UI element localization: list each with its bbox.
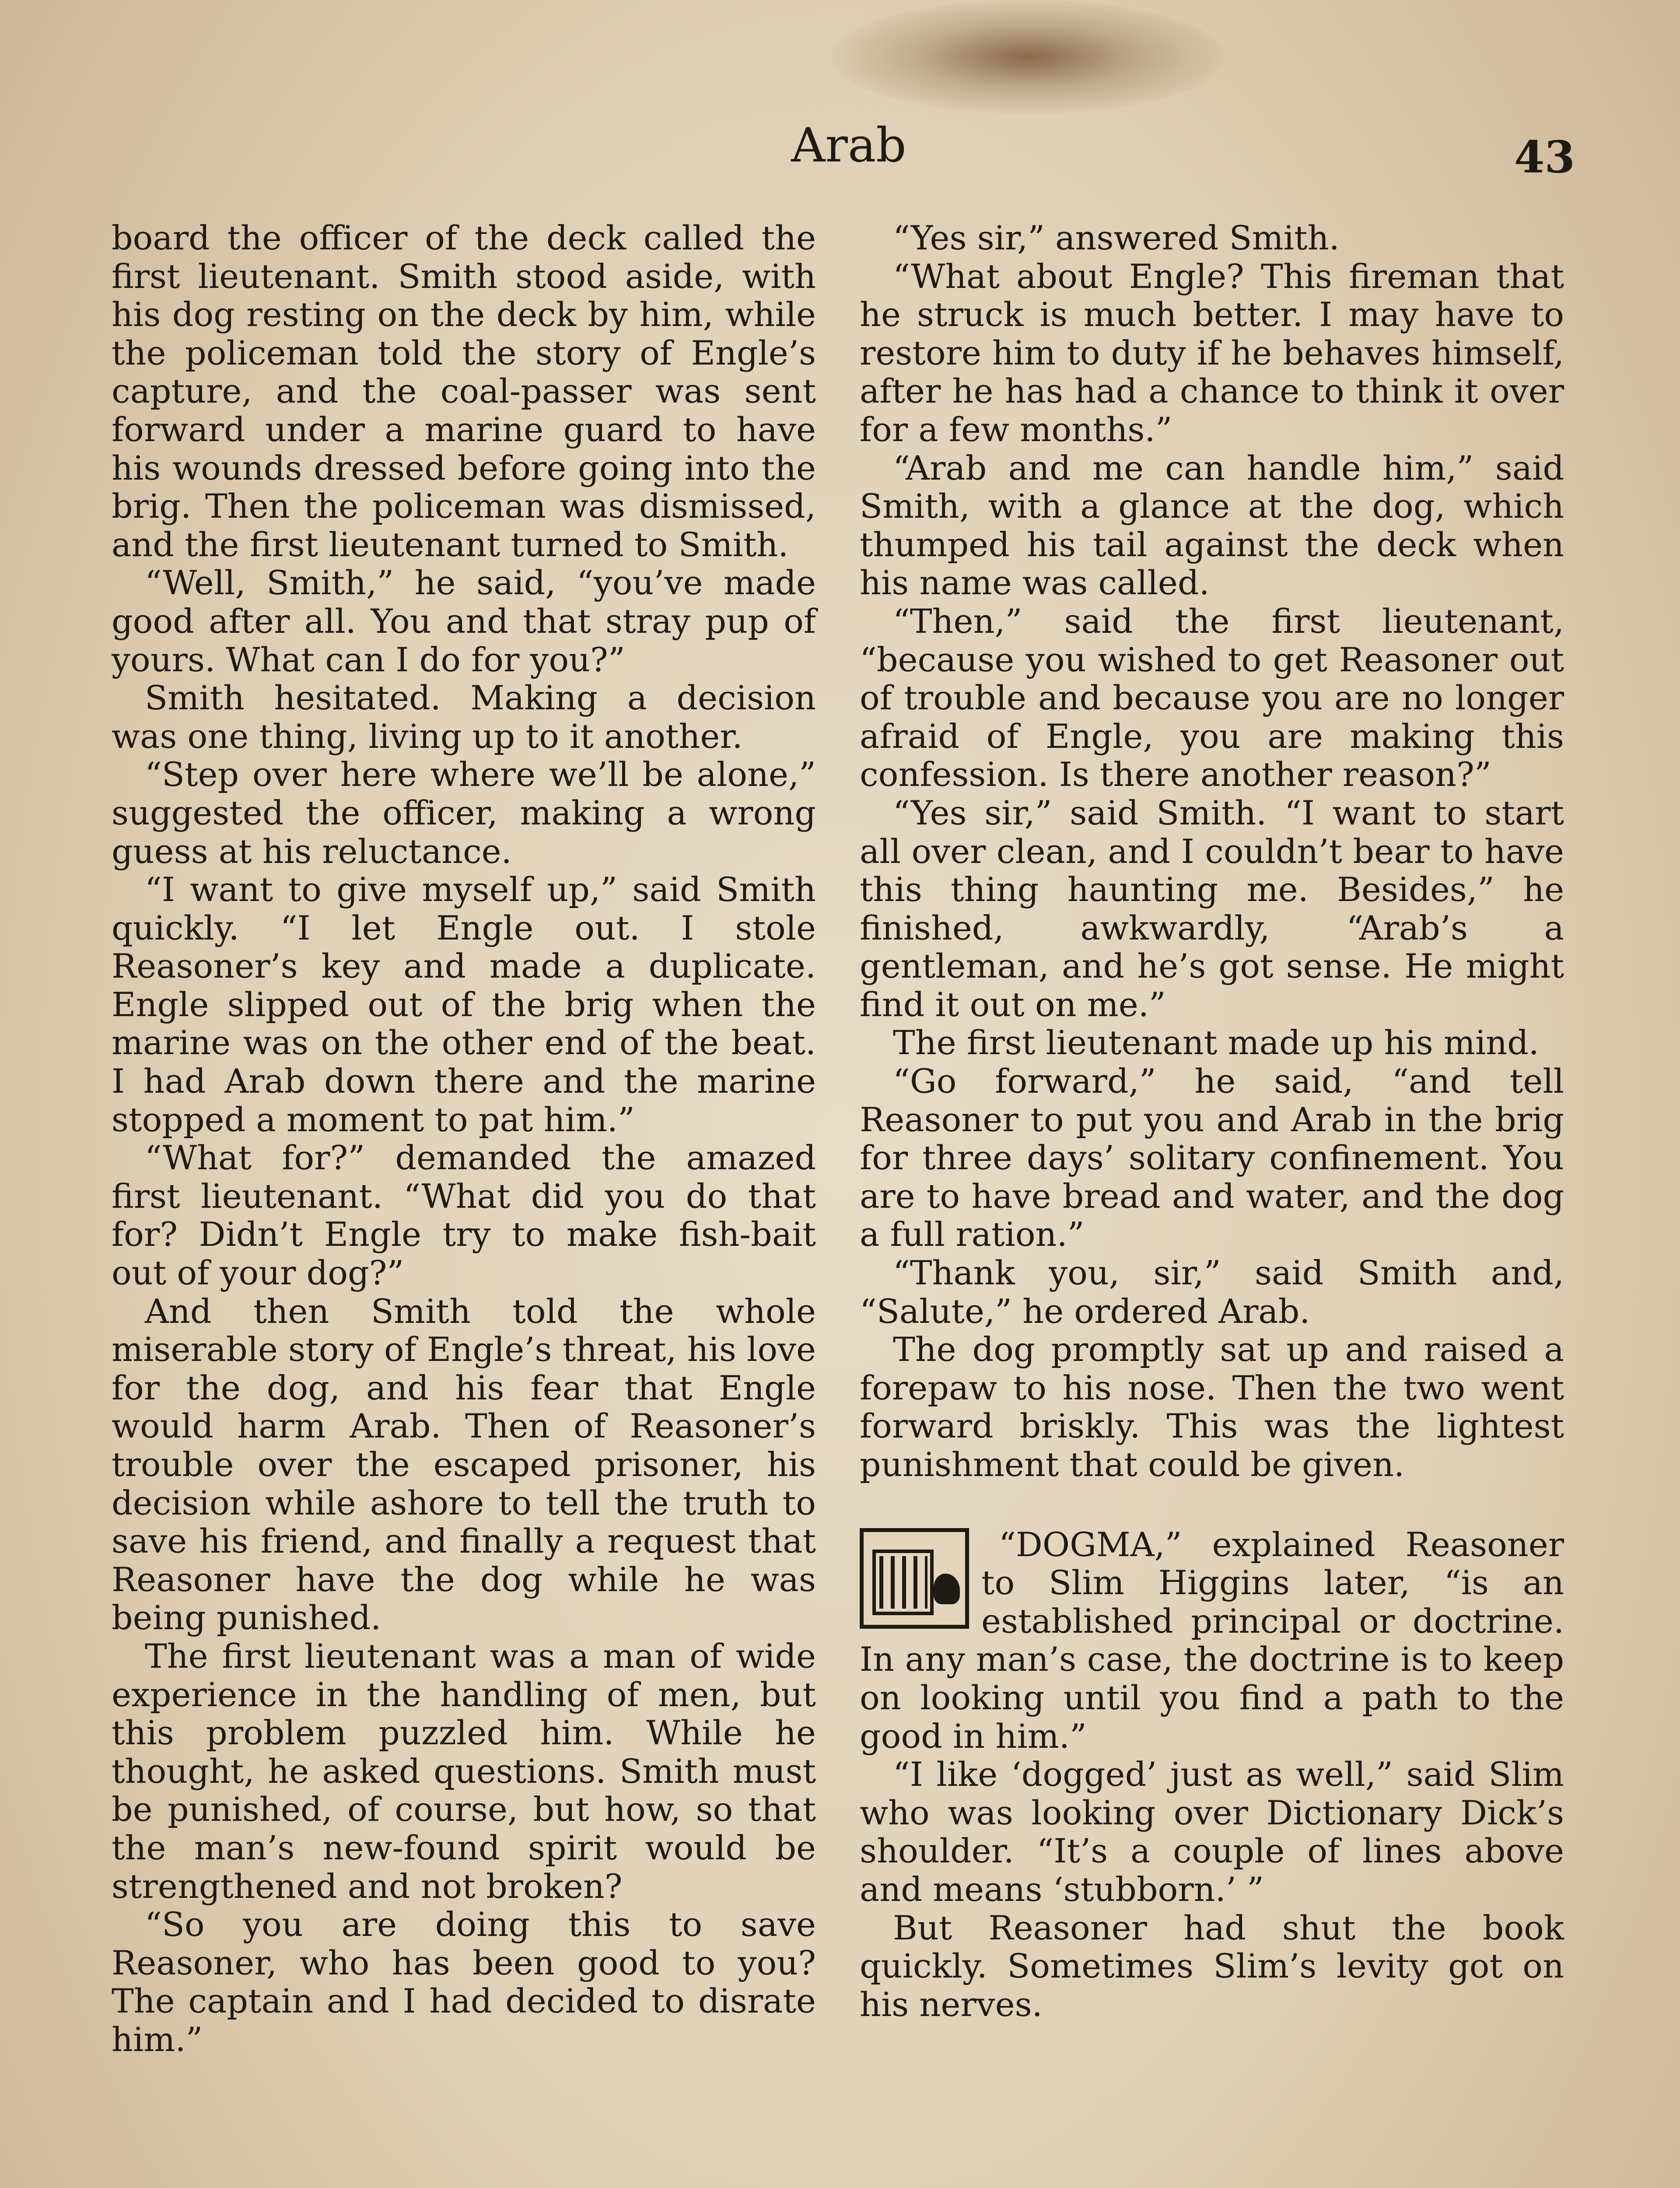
paragraph: But Reasoner had shut the book quickly. Sometimes Slim’s levity got on his nerves. bbox=[860, 1908, 1564, 2024]
paragraph: “DOGMA,” explained Reasoner to Slim Higgins later, “is an established principal or doctrine. In any man’s case, the doctrine is to keep on looking until you find a path to the good in him.” bbox=[860, 1525, 1564, 1756]
paragraph: And then Smith told the whole miserable story of Engle’s threat, his love for the dog, and his fear that Engle would harm Arab. Then of Reasoner’s trouble over the escaped prisoner, his decision while ashore to tell the truth to save his friend, and finally a request that Reasoner have the dog while he was being punished. bbox=[112, 1291, 816, 1637]
paragraph: “I like ‘dogged’ just as well,” said Slim who was looking over Dictionary Dick’s shoulder. “It’s a couple of lines above and means ‘stubborn.’ ” bbox=[860, 1755, 1564, 1909]
paragraph: Smith hesitated. Making a decision was one thing, living up to it another. bbox=[112, 678, 816, 756]
paragraph: “Step over here where we’ll be alone,” suggested the officer, making a wrong guess at his reluctance. bbox=[112, 755, 816, 871]
left-text-column bbox=[112, 219, 816, 2059]
paragraph: board the officer of the deck called the first lieutenant. Smith stood aside, with his dog resting on the deck by him, while the policeman told the story of Engle’s capture, and the coal-passer was sent forward under a marine guard to have his wounds dressed before going into the brig. Then the policeman was dismissed, and the first lieutenant turned to Smith. bbox=[112, 218, 816, 564]
page-number: 43 bbox=[1514, 131, 1575, 183]
dog-and-cage-vignette-icon bbox=[860, 1528, 969, 1629]
paragraph: “Arab and me can handle him,” said Smith, with a glance at the dog, which thumped his tail against the deck when his name was called. bbox=[860, 448, 1564, 603]
paragraph: “Yes sir,” said Smith. “I want to start all over clean, and I couldn’t bear to have this thing haunting me. Besides,” he finished, awkwardly, “Arab’s a gentleman, and he’s got sense. He might find it out on me.” bbox=[860, 793, 1564, 1024]
paragraph: “Yes sir,” answered Smith. bbox=[893, 218, 1340, 257]
paragraph: “So you are doing this to save Reasoner, who has been good to you? The captain and I had decided to disrate him.” bbox=[112, 1905, 816, 2059]
paragraph: “Go forward,” he said, “and tell Reasoner to put you and Arab in the brig for three days’ solitary confinement. You are to have bread and water, and the dog a full ration.” bbox=[860, 1062, 1564, 1254]
paragraph: “Thank you, sir,” said Smith and, “Salute,” he ordered Arab. bbox=[860, 1253, 1564, 1331]
paragraph: The dog promptly sat up and raised a forepaw to his nose. Then the two went forward briskly. This was the lightest punishment that could be given. bbox=[860, 1330, 1564, 1484]
page-stain bbox=[831, 0, 1225, 114]
paragraph: “What about Engle? This fireman that he struck is much better. I may have to restore him to duty if he behaves himself, after he has had a chance to think it over for a few months.” bbox=[860, 256, 1564, 449]
paragraph: The first lieutenant was a man of wide experience in the handling of men, but this problem puzzled him. While he thought, he asked questions. Smith must be punished, of course, but how, so that the man’s new-found spirit would be strengthened and not broken? bbox=[112, 1636, 816, 1906]
paragraph: “Well, Smith,” he said, “you’ve made good after all. You and that stray pup of yours. What can I do for you?” bbox=[112, 563, 816, 679]
paragraph: “I want to give myself up,” said Smith quickly. “I let Engle out. I stole Reasoner’s key and made a duplicate. Engle slipped out of the brig when the marine was on the other end of the beat. I had Arab down there and the marine stopped a moment to pat him.” bbox=[112, 870, 816, 1139]
paragraph: “What for?” demanded the amazed first lieutenant. “What did you do that for? Didn’t Engle try to make fish-bait out of your dog?” bbox=[112, 1138, 816, 1293]
section-break bbox=[860, 1484, 1564, 1525]
right-text-column bbox=[860, 219, 1564, 2023]
running-header-title: Arab bbox=[791, 118, 906, 173]
paragraph: The first lieutenant made up his mind. bbox=[893, 1023, 1539, 1062]
paragraph: “Then,” said the first lieutenant, “because you wished to get Reasoner out of trouble and because you are no longer afraid of Engle, you are making this confession. Is there another reason?” bbox=[860, 601, 1564, 794]
